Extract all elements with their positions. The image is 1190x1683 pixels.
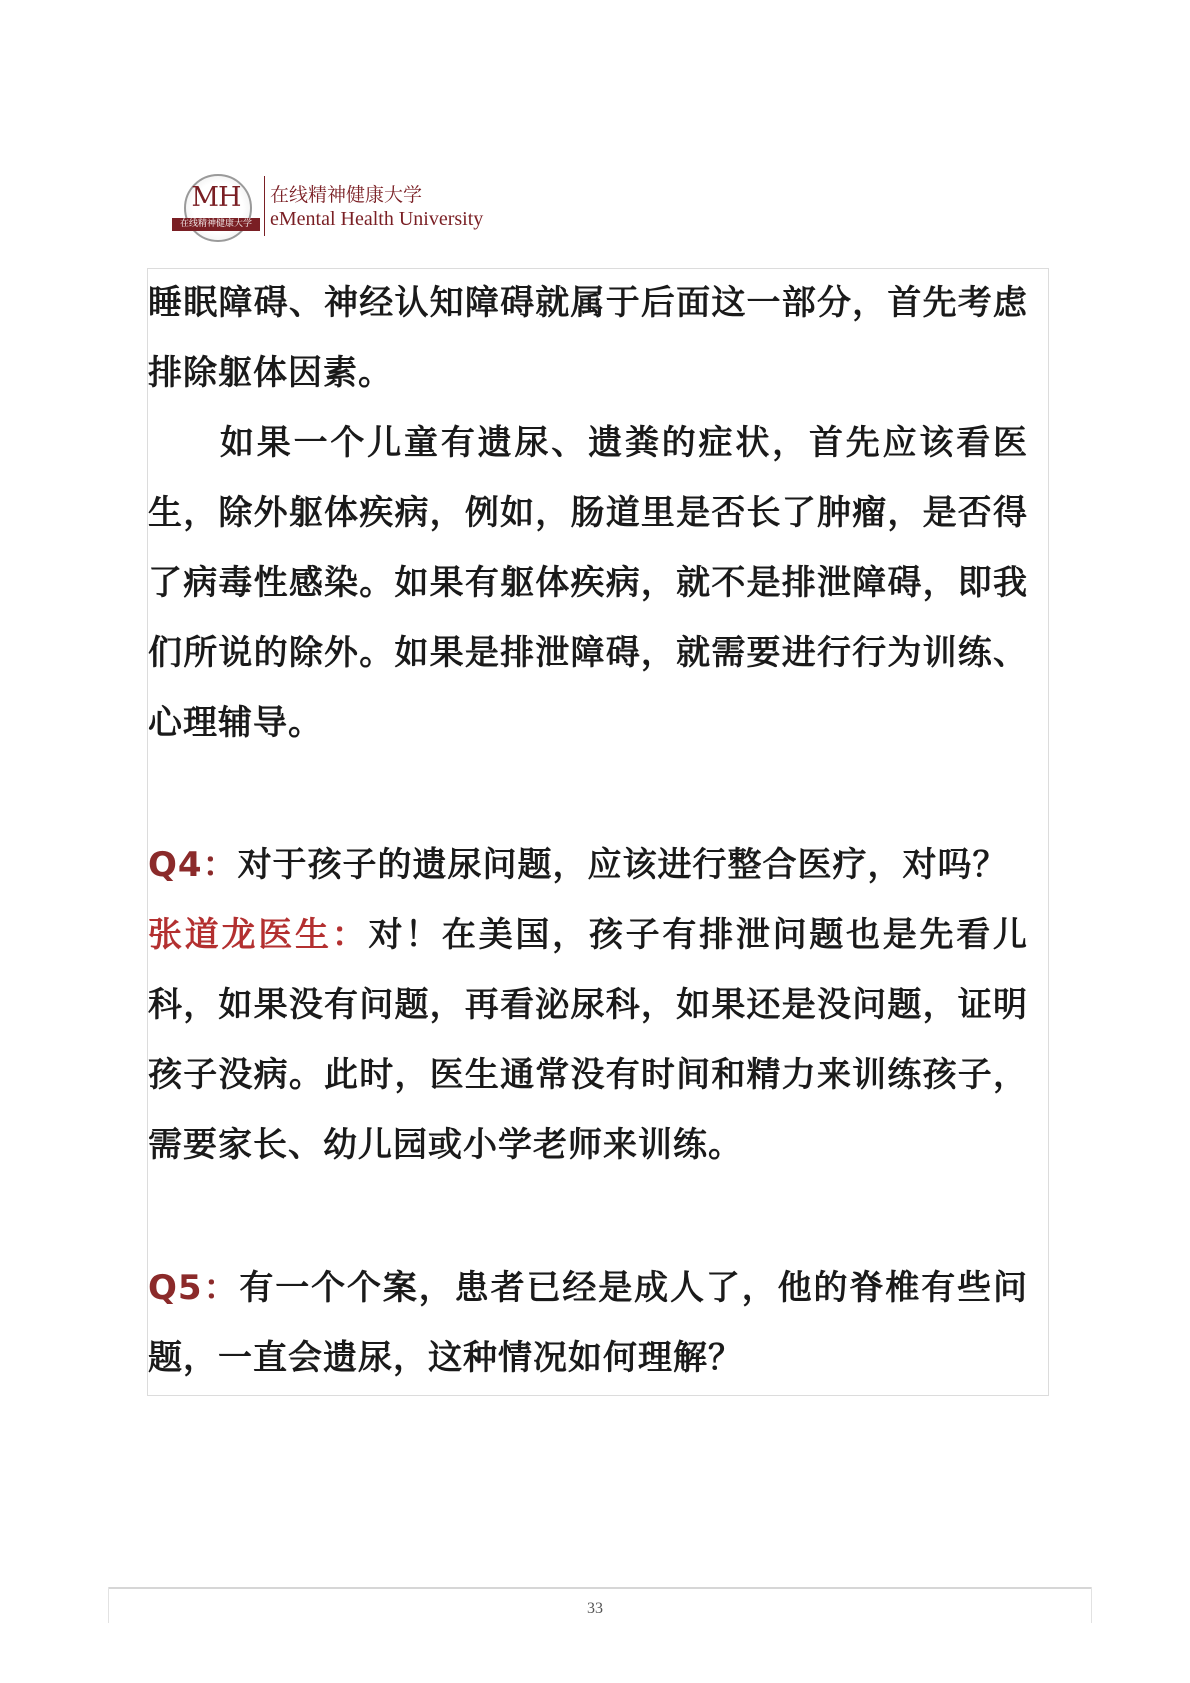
footer-rule	[108, 1587, 1092, 1589]
logo-mark: MH	[191, 182, 241, 213]
qa-block-q4	[148, 830, 1028, 1180]
university-logo	[172, 170, 492, 250]
question-text-q5: 有一个个案，患者已经是成人了，他的脊椎有些问题，一直会遗尿，这种情况如何理解？	[148, 1268, 1029, 1378]
question-text-q4: 对于孩子的遗尿问题，应该进行整合医疗，对吗？	[237, 845, 1008, 885]
mh-seal-icon	[172, 174, 260, 242]
university-name-cn: 在线精神健康大学	[270, 184, 423, 206]
logo-band: 在线精神健康大学	[172, 218, 260, 231]
answer-label-doctor: 张道龙医生：	[148, 915, 369, 955]
logo-divider	[264, 176, 265, 236]
question-label-q4: Q4：	[148, 845, 238, 885]
answer-text-q4: 对！在美国，孩子有排泄问题也是先看儿科，如果没有问题，再看泌尿科，如果还是没问题，证明孩子没病。此时，医生通常没有时间和精力来训练孩子，需要家长、幼儿园或小学老师来训练。	[148, 915, 1029, 1165]
footer-tick-right	[1091, 1587, 1092, 1623]
page-number: 33	[587, 1600, 603, 1617]
question-label-q5: Q5：	[148, 1268, 240, 1308]
qa-block-q5	[148, 1253, 1028, 1393]
paragraph-1: 睡眠障碍、神经认知障碍就属于后面这一部分，首先考虑排除躯体因素。	[148, 283, 1028, 393]
paragraph-2: 如果一个儿童有遗尿、遗粪的症状，首先应该看医生，除外躯体疾病，例如，肠道里是否长了肿瘤，是否得了病毒性感染。如果有躯体疾病，就不是排泄障碍，即我们所说的除外。如果是排泄障碍，就需要进行行为训练、心理辅导。	[148, 423, 1028, 743]
footer-tick-left	[108, 1587, 109, 1623]
university-name-en: eMental Health University	[270, 208, 484, 230]
